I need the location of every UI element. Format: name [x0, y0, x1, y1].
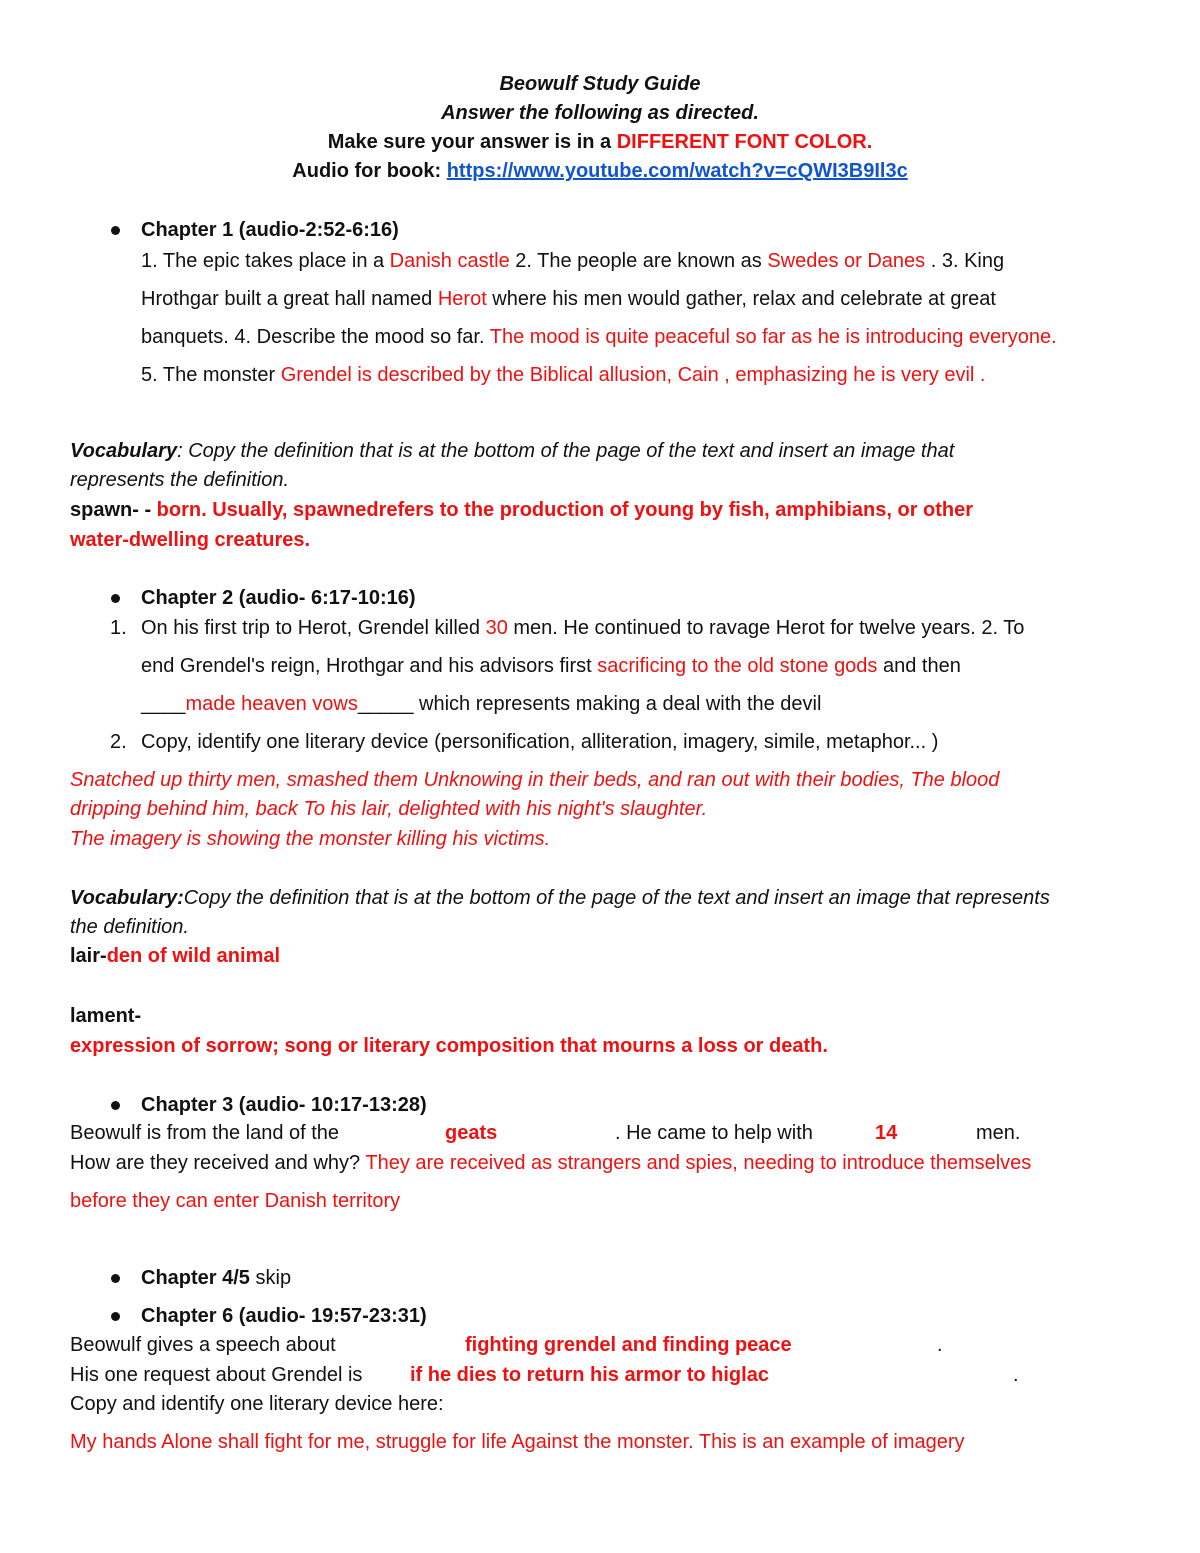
title-rest: Study Guide — [577, 73, 701, 95]
chapter-2-quote-3: The imagery is showing the monster killing his victims. — [70, 828, 551, 850]
text-span: men. He continued to ravage Herot for twelve years. 2. To — [507, 617, 1025, 639]
vocabulary-1-prompt-cont: represents the definition. — [70, 469, 290, 491]
instruction-red: DIFFERENT FONT COLOR. — [616, 131, 873, 153]
text-span: end Grendel's reign, Hrothgar and his advisors first — [141, 655, 598, 677]
chapter-3-line-1-mid: . He came to help with — [615, 1122, 813, 1144]
vocab-definition: den of wild animal — [106, 945, 281, 967]
chapter-2-quote-2: dripping behind him, back To his lair, delighted with his night's slaughter. — [70, 798, 708, 820]
chapter-6-line-1-suffix: . — [937, 1334, 943, 1356]
answer-span: The mood is quite peaceful so far as he is introducing everyone. — [489, 326, 1057, 348]
title-italic: Beowulf — [499, 73, 578, 95]
text-span: _____ which represents making a deal with the devil — [357, 693, 822, 715]
vocabulary-2-prompt — [70, 887, 1050, 910]
chapter-6-answer-speech: fighting grendel and finding peace — [465, 1334, 792, 1356]
chapter-4-5-note: skip — [249, 1267, 292, 1289]
audio-line — [0, 157, 1200, 186]
audio-link[interactable]: https://www.youtube.com/watch?v=cQWI3B9Il3c — [446, 160, 908, 182]
chapter-6-line-2-prefix: His one request about Grendel is — [70, 1364, 363, 1386]
chapter-2-line-1 — [141, 617, 1024, 640]
chapter-6-answer-request: if he dies to return his armor to higlac — [410, 1364, 769, 1386]
chapter-2-quote-1: Snatched up thirty men, smashed them Unknowing in their beds, and ran out with their bodies, The blood — [70, 769, 1000, 791]
answer-span: They are received as strangers and spies, needing to introduce themselves — [365, 1152, 1032, 1174]
spawn-definition-cont: water-dwelling creatures. — [70, 529, 311, 551]
lament-term: lament- — [70, 1005, 142, 1027]
subtitle: Answer the following as directed. — [441, 102, 759, 124]
bullet-icon — [111, 1274, 120, 1283]
chapter-3-heading: Chapter 3 (audio- 10:17-13:28) — [141, 1094, 427, 1116]
chapter-6-line-2-suffix: . — [1013, 1364, 1019, 1386]
audio-label: Audio for book: — [292, 160, 447, 182]
chapter-4-5-heading: Chapter 4/5 — [141, 1267, 250, 1289]
vocabulary-text: : Copy the definition that is at the bottom of the page of the text and insert an image that — [177, 440, 955, 462]
bullet-icon — [111, 1101, 120, 1110]
lair-definition — [70, 945, 280, 968]
chapter-1-line-1 — [141, 250, 1004, 273]
vocabulary-1-prompt — [70, 440, 954, 463]
chapter-2-line-3 — [141, 693, 821, 716]
text-span: Hrothgar built a great hall named — [141, 288, 438, 310]
chapter-3-line-2 — [70, 1152, 1031, 1175]
text-span: ____ — [141, 693, 186, 715]
font-color-instruction — [0, 128, 1200, 157]
chapter-3-answer-count: 14 — [875, 1122, 898, 1144]
vocabulary-text: Copy the definition that is at the bottom of the page of the text and insert an image that represents — [183, 887, 1050, 909]
chapter-6-line-4: My hands Alone shall fight for me, struggle for life Against the monster. This is an example of imagery — [70, 1431, 965, 1453]
vocab-definition: born. Usually, spawnedrefers to the production of young by fish, amphibians, or other — [156, 499, 974, 521]
chapter-1-heading: Chapter 1 (audio-2:52-6:16) — [141, 219, 399, 241]
bullet-icon — [111, 1312, 120, 1321]
list-number: 2. — [110, 731, 127, 753]
vocabulary-label: Vocabulary — [70, 440, 178, 462]
spawn-definition — [70, 499, 973, 522]
chapter-1-line-3 — [141, 326, 1057, 349]
bullet-icon — [111, 594, 120, 603]
text-span: 5. The monster — [141, 364, 281, 386]
vocabulary-label: Vocabulary: — [70, 887, 184, 909]
document-header — [0, 70, 1200, 186]
list-number: 1. — [110, 617, 127, 639]
chapter-3-line-1-prefix: Beowulf is from the land of the — [70, 1122, 340, 1144]
answer-span: sacrificing to the old stone gods — [597, 655, 878, 677]
text-span: 2. The people are known as — [509, 250, 768, 272]
chapter-6-line-3: Copy and identify one literary device here: — [70, 1393, 444, 1415]
text-span: On his first trip to Herot, Grendel killed — [141, 617, 486, 639]
chapter-1-line-2 — [141, 288, 996, 311]
chapter-2-heading: Chapter 2 (audio- 6:17-10:16) — [141, 587, 416, 609]
vocabulary-2-prompt-cont: the definition. — [70, 916, 189, 938]
answer-span: 30 — [485, 617, 508, 639]
vocab-term: spawn- - — [70, 499, 157, 521]
chapter-1-line-4 — [141, 364, 986, 387]
chapter-6-heading: Chapter 6 (audio- 19:57-23:31) — [141, 1305, 427, 1327]
vocab-term: lair- — [70, 945, 107, 967]
answer-span: Grendel is described by the Biblical allusion, Cain , emphasizing he is very evil . — [280, 364, 986, 386]
chapter-2-line-4: Copy, identify one literary device (personification, alliteration, imagery, simile, metaphor... ) — [141, 731, 939, 753]
text-span: . 3. King — [925, 250, 1005, 272]
chapter-6-line-1-prefix: Beowulf gives a speech about — [70, 1334, 336, 1356]
text-span: 1. The epic takes place in a — [141, 250, 390, 272]
instruction-prefix: Make sure your answer is in a — [327, 131, 617, 153]
answer-span: Swedes or Danes — [767, 250, 926, 272]
chapter-3-line-3: before they can enter Danish territory — [70, 1190, 401, 1212]
document-title — [0, 70, 1200, 99]
answer-span: Danish castle — [389, 250, 510, 272]
chapter-2-line-2 — [141, 655, 961, 678]
text-span: How are they received and why? — [70, 1152, 366, 1174]
text-span: and then — [877, 655, 961, 677]
text-span: where his men would gather, relax and celebrate at great — [486, 288, 996, 310]
lament-definition: expression of sorrow; song or literary composition that mourns a loss or death. — [70, 1035, 828, 1057]
chapter-4-5-line — [141, 1267, 291, 1290]
answer-span: made heaven vows — [185, 693, 358, 715]
bullet-icon — [111, 226, 120, 235]
chapter-3-line-1-suffix: men. — [976, 1122, 1021, 1144]
answer-span: Herot — [437, 288, 487, 310]
chapter-3-answer-land: geats — [445, 1122, 498, 1144]
text-span: banquets. 4. Describe the mood so far. — [141, 326, 490, 348]
